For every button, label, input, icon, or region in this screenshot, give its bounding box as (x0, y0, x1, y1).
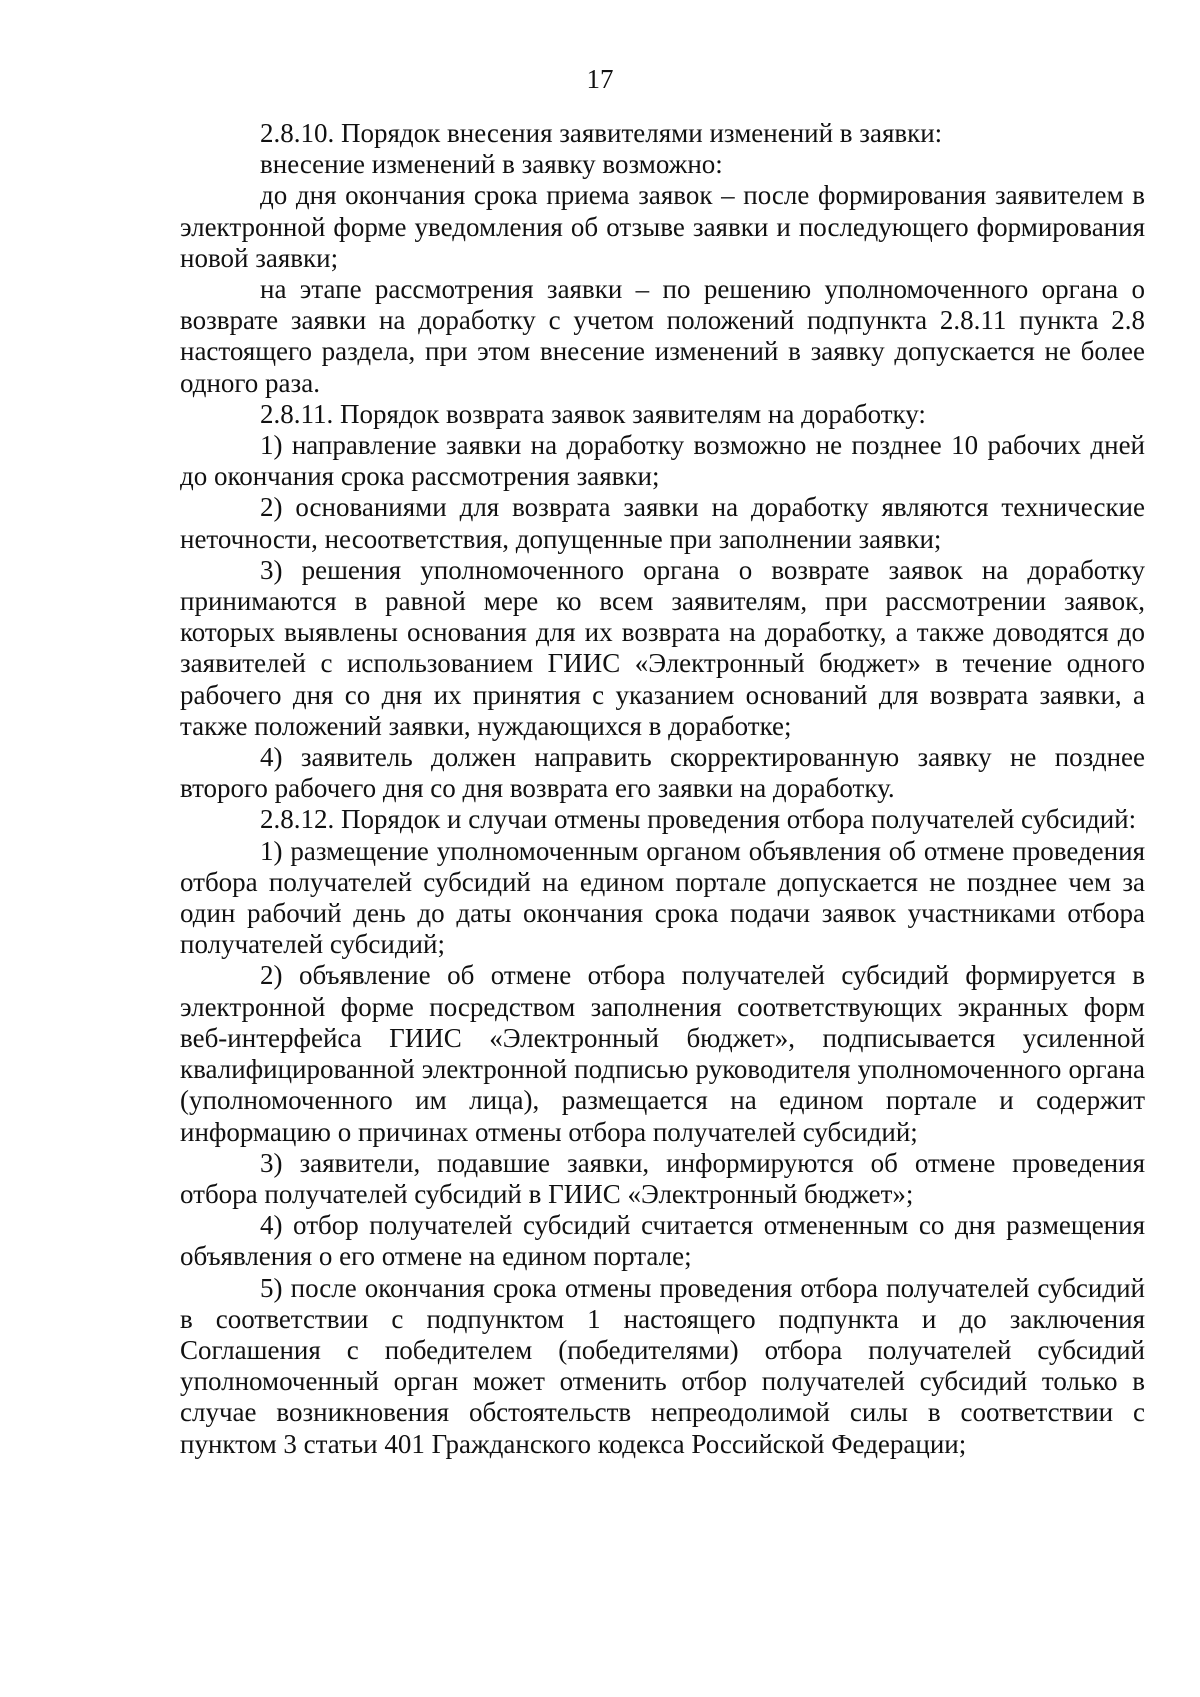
list-item: 4) заявитель должен направить скорректированную заявку не позднее второго рабочего дня со дня возврата его заявки на доработку. (180, 742, 1145, 804)
paragraph-2-8-10-heading: 2.8.10. Порядок внесения заявителями изменений в заявки: (260, 118, 943, 148)
list-item: 4) отбор получателей субсидий считается отмененным со дня размещения объявления о его отмене на едином портале; (180, 1210, 1145, 1272)
document-body (180, 118, 1145, 1460)
list-item: 1) направление заявки на доработку возможно не позднее 10 рабочих дней до окончания срока рассмотрения заявки; (180, 430, 1145, 492)
paragraph: на этапе рассмотрения заявки – по решению уполномоченного органа о возврате заявки на доработку с учетом положений подпункта 2.8.11 пункта 2.8 настоящего раздела, при этом внесение изменений в заявку допускается не более одного раза. (180, 274, 1145, 398)
paragraph-2-8-12-heading: 2.8.12. Порядок и случаи отмены проведения отбора получателей субсидий: (260, 804, 1137, 835)
paragraph-2-8-11-heading: 2.8.11. Порядок возврата заявок заявителям на доработку: (260, 398, 926, 429)
list-item: 2) основаниями для возврата заявки на доработку являются технические неточности, несоответствия, допущенные при заполнении заявки; (180, 492, 1145, 554)
list-item: 3) решения уполномоченного органа о возврате заявок на доработку принимаются в равной мере ко всем заявителям, при рассмотрении заявок, которых выявлены основания для их возврата на доработку, а также доводятся до заявителей с использованием ГИИС «Электронный бюджет» в течение одного рабочего дня со дня их принятия с указанием оснований для возврата заявки, а также положений заявки, нуждающихся в доработке; (180, 554, 1145, 741)
list-item: 5) после окончания срока отмены проведения отбора получателей субсидий в соответствии с подпунктом 1 настоящего подпункта и до заключения Соглашения с победителем (победителями) отбора получателей субсидий уполномоченный орган может отменить отбор получателей субсидий только в случае возникновения обстоятельств непреодолимой силы в соответствии с пунктом 3 статьи 401 Гражданского кодекса Российской Федерации; (180, 1272, 1145, 1459)
list-item: 3) заявители, подавшие заявки, информируются об отмене проведения отбора получателей субсидий в ГИИС «Электронный бюджет»; (180, 1147, 1145, 1209)
paragraph: внесение изменений в заявку возможно: (260, 149, 723, 180)
list-item: 1) размещение уполномоченным органом объявления об отмене проведения отбора получателей субсидий на едином портале допускается не позднее чем за один рабочий день до даты окончания срока подачи заявок участниками отбора получателей субсидий; (180, 835, 1145, 960)
list-item: 2) объявление об отмене отбора получателей субсидий формируется в электронной форме посредством заполнения соответствующих экранных форм веб-интерфейса ГИИС «Электронный бюджет», подписывается усиленной квалифицированной электронной подписью руководителя уполномоченного органа (уполномоченного им лица), размещается на едином портале и содержит информацию о причинах отмены отбора получателей субсидий; (180, 960, 1145, 1147)
page-number: 17 (586, 64, 614, 94)
paragraph: до дня окончания срока приема заявок – после формирования заявителем в электронной форме уведомления об отзыве заявки и последующего формирования новой заявки; (180, 180, 1145, 273)
